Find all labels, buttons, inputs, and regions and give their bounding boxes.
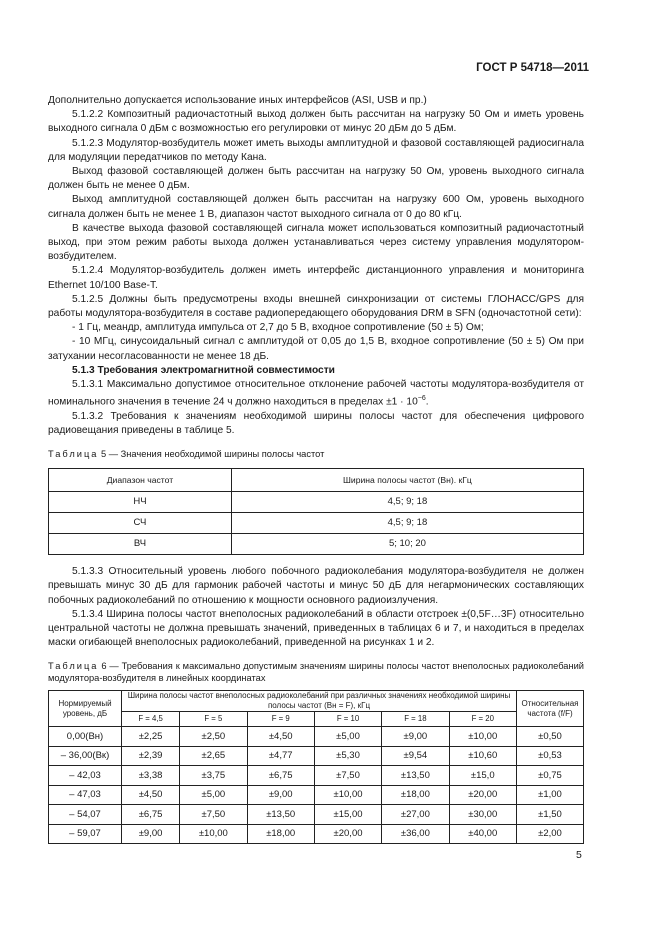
paragraph-5133: 5.1.3.3 Относительный уровень любого побочного радиоколебания модулятора-возбудителя не должен превышать минус 30 дБ для гармоник рабочей частоты и минус 50 дБ для негармонических составляющих побочных радиоколебаний по отношению к мощности основного радиоизлучения. <box>48 566 584 606</box>
paragraph-5131 <box>48 378 584 410</box>
table-cell: СЧ <box>49 513 232 534</box>
caption-label: Таблица <box>48 449 99 460</box>
paragraph-5134: 5.1.3.4 Ширина полосы частот внеполосных радиоколебаний в области отстроек ±(0,5F…3F) относительно центральной частоты не должна превышать значений, приведенных в таблицах 6 и 7, и находиться в пределах маски огибающей внеполосных радиоколебаний, приведенной на рисунках 1 и 2. <box>48 608 584 649</box>
exponent: −6 <box>417 395 426 403</box>
table-row <box>49 746 584 766</box>
paragraph: - 1 Гц, меандр, амплитуда импульса от 2,7 до 5 В, входное сопротивление (50 ± 5) Ом; <box>72 322 484 334</box>
table-cell: ±18,00 <box>382 785 449 805</box>
table-cell: ±3,75 <box>180 766 247 786</box>
table-cell: ±10,00 <box>449 727 516 747</box>
table-cell: ±0,50 <box>517 727 584 747</box>
paragraph: Выход амплитудной составляющей должен быть рассчитан на нагрузку 600 Ом, уровень выходного сигнала должен быть не менее 1 В, диапазон частот выходного сигнала от 0 до 80 кГц. <box>48 194 584 220</box>
table-cell: ±7,50 <box>180 805 247 825</box>
table-cell: ±15,00 <box>314 805 381 825</box>
table-cell: – 42,03 <box>49 766 122 786</box>
table-cell: 0,00(Вн) <box>49 727 122 747</box>
table-cell: ±13,50 <box>247 805 314 825</box>
page-number: 5 <box>576 849 582 861</box>
table-cell: ВЧ <box>49 534 232 555</box>
caption-label: Таблица <box>48 661 99 672</box>
table-cell: ±9,54 <box>382 746 449 766</box>
table-cell: ±40,00 <box>449 824 516 844</box>
table-cell: ±3,38 <box>122 766 180 786</box>
table-cell: ±5,00 <box>314 727 381 747</box>
document-header: ГОСТ Р 54718—2011 <box>476 62 589 74</box>
table-cell: ±30,00 <box>449 805 516 825</box>
table-header: Ширина полосы частот (Вн). кГц <box>231 469 583 492</box>
table-row <box>49 785 584 805</box>
table-cell: ±4,77 <box>247 746 314 766</box>
section-heading: 5.1.3 Требования электромагнитной совместимости <box>72 364 335 376</box>
paragraph-5132: 5.1.3.2 Требования к значениям необходимой ширины полосы частот для обеспечения цифрового радиовещания приведены в таблице 5. <box>48 410 584 437</box>
paragraph: 5.1.2.3 Модулятор-возбудитель может иметь выходы амплитудной и фазовой составляющей радиосигнала для модуляции передатчиков по методу Кана. <box>48 137 584 163</box>
table-cell: ±2,00 <box>517 824 584 844</box>
table-cell: ±7,50 <box>314 766 381 786</box>
table-cell: ±4,50 <box>122 785 180 805</box>
paragraph: Выход фазовой составляющей должен быть рассчитан на нагрузку 50 Ом, уровень выходного сигнала должен быть не менее 0 дБм. <box>48 166 584 192</box>
table-cell: ±9,00 <box>382 727 449 747</box>
table-header-level: Нормируемый уровень, дБ <box>49 691 122 727</box>
table-cell: ±10,60 <box>449 746 516 766</box>
table-cell: ±13,50 <box>382 766 449 786</box>
table-cell: ±9,00 <box>122 824 180 844</box>
table-cell: ±1,00 <box>517 785 584 805</box>
table6-caption <box>48 660 584 684</box>
table-header-group: Ширина полосы частот внеполосных радиоколебаний при различных значениях необходимой ширины полосы частот (Вн = F), кГц <box>122 691 517 712</box>
paragraph-end: . <box>425 396 429 408</box>
table-cell: ±5,30 <box>314 746 381 766</box>
table-cell: ±15,0 <box>449 766 516 786</box>
table-cell: НЧ <box>49 492 232 513</box>
table-cell: ±2,39 <box>122 746 180 766</box>
table-subheader: F = 10 <box>314 712 381 727</box>
table-cell: ±0,75 <box>517 766 584 786</box>
table-subheader: F = 18 <box>382 712 449 727</box>
paragraph: 5.1.2.2 Композитный радиочастотный выход должен быть рассчитан на нагрузку 50 Ом и иметь уровень выходного сигнала 0 дБм с возможностью его регулировки от минус 20 дБм до 5 дБм. <box>48 109 584 135</box>
table-cell: ±20,00 <box>314 824 381 844</box>
table-cell: ±2,65 <box>180 746 247 766</box>
table-header-relative: Относительная частота (f/F) <box>517 691 584 727</box>
table-row <box>49 824 584 844</box>
table-cell: ±10,00 <box>180 824 247 844</box>
table-cell: ±2,25 <box>122 727 180 747</box>
table-row <box>49 805 584 825</box>
table-subheader: F = 5 <box>180 712 247 727</box>
table-cell: ±10,00 <box>314 785 381 805</box>
table-cell: 4,5; 9; 18 <box>231 492 583 513</box>
body-text <box>48 94 584 844</box>
table-cell: ±1,50 <box>517 805 584 825</box>
table-subheader: F = 9 <box>247 712 314 727</box>
table-cell: – 59,07 <box>49 824 122 844</box>
paragraph: - 10 МГц, синусоидальный сигнал с амплитудой от 0,05 до 1,5 В, входное сопротивление (50 ± 5) Ом при затухании несогласованности не менее 18 дБ. <box>48 336 584 362</box>
table-cell: ±20,00 <box>449 785 516 805</box>
table-cell: ±36,00 <box>382 824 449 844</box>
paragraph: 5.1.2.4 Модулятор-возбудитель должен иметь интерфейс дистанционного управления и мониторинга Ethernet 10/100 Base-T. <box>48 265 584 291</box>
table-subheader: F = 4,5 <box>122 712 180 727</box>
table5-caption <box>48 448 584 460</box>
table-cell: ±27,00 <box>382 805 449 825</box>
table-row <box>49 513 584 534</box>
table-cell: ±2,50 <box>180 727 247 747</box>
table-cell: ±6,75 <box>247 766 314 786</box>
table-cell: ±9,00 <box>247 785 314 805</box>
paragraph-text: 5.1.3.1 Максимально допустимое относительное отклонение рабочей частоты модулятора-возбудителя от номинального значения в течение 24 ч должно находиться в пределах ±1 · 10 <box>48 379 584 408</box>
table-cell: ±5,00 <box>180 785 247 805</box>
table-cell: 4,5; 9; 18 <box>231 513 583 534</box>
table-subheader: F = 20 <box>449 712 516 727</box>
caption-text: 5 — Значения необходимой ширины полосы частот <box>98 449 325 460</box>
table-cell: ±4,50 <box>247 727 314 747</box>
table-cell: 5; 10; 20 <box>231 534 583 555</box>
table-cell: ±6,75 <box>122 805 180 825</box>
table-cell: – 36,00(Вк) <box>49 746 122 766</box>
table-row <box>49 492 584 513</box>
table-6 <box>48 690 584 844</box>
table-cell: ±18,00 <box>247 824 314 844</box>
paragraph: Дополнительно допускается использование иных интерфейсов (ASI, USB и пр.) <box>48 95 427 106</box>
table-5 <box>48 468 584 555</box>
table-cell: – 47,03 <box>49 785 122 805</box>
paragraph-group <box>48 94 584 364</box>
paragraph: В качестве выхода фазовой составляющей сигнала может использоваться композитный радиочастотный выход, при этом режим работы выхода должен устанавливаться через систему управления модулятором-возбудителем. <box>48 222 584 263</box>
table-row <box>49 534 584 555</box>
table-cell: ±0,53 <box>517 746 584 766</box>
table-header: Диапазон частот <box>49 469 232 492</box>
caption-text: 6 — Требования к максимально допустимым значениям ширины полосы частот внеполосных радиоколебаний модулятора-возбудителя в линейных координатах <box>48 661 584 684</box>
table-row <box>49 766 584 786</box>
table-cell: – 54,07 <box>49 805 122 825</box>
paragraph: 5.1.2.5 Должны быть предусмотрены входы внешней синхронизации от системы ГЛОНАСС/GPS для работы модулятора-возбудителя в составе радиопередающего оборудования DRM в SFN (одночастотной сети): <box>48 293 584 320</box>
table-row <box>49 727 584 747</box>
